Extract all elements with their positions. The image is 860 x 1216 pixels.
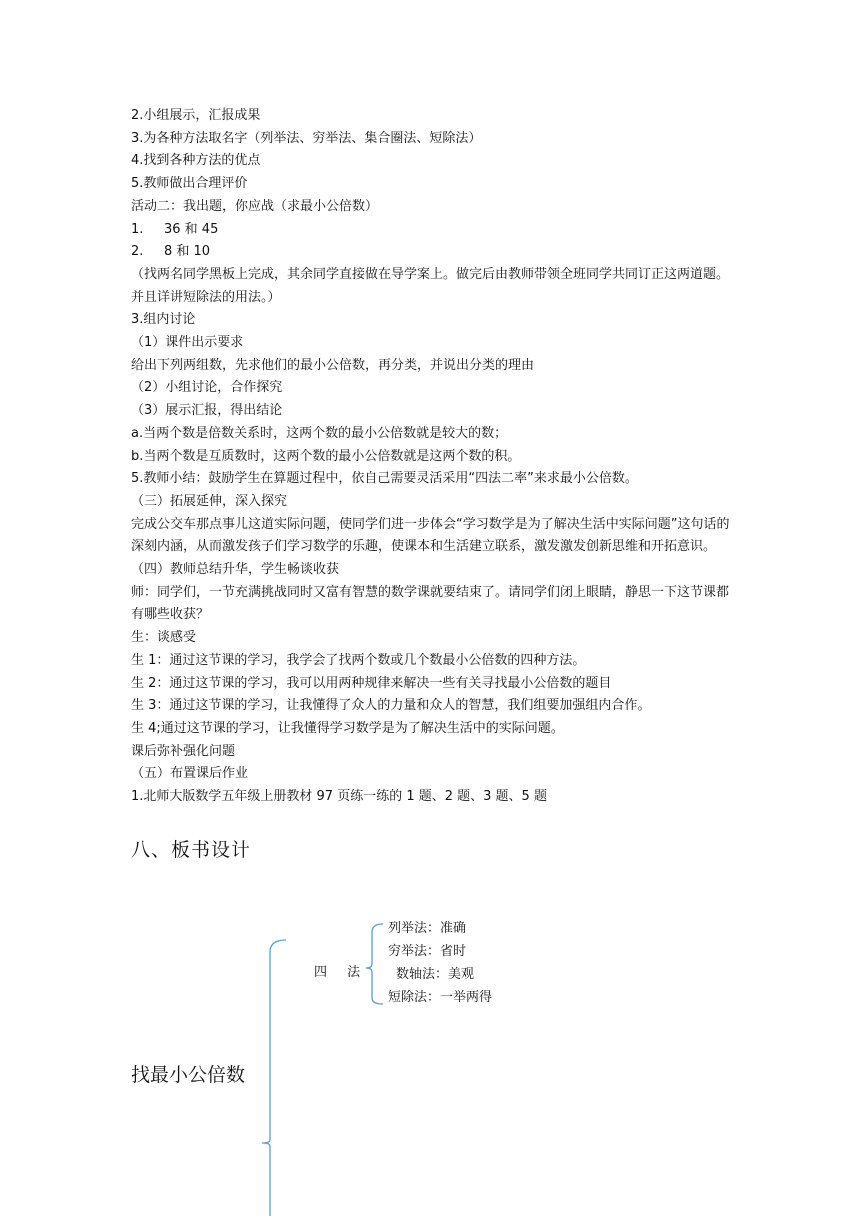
- paragraph-teacher: 师：同学们，一节充满挑战同时又富有智慧的数学课就要结束了。请同学们闭上眼睛，静思一下这节课都有哪些收获？: [131, 584, 730, 623]
- main-bracket: [262, 940, 286, 1216]
- text-line: （2）小组讨论，合作探究: [131, 380, 283, 396]
- text-line: 生 2：通过这节课的学习，我可以用两种规律来解决一些有关寻找最小公倍数的题目: [131, 675, 612, 691]
- list-number: 2.: [131, 244, 144, 260]
- section-heading: 八、板书设计: [131, 839, 252, 861]
- paragraph-note: （找两名同学黑板上完成，其余同学直接做在导学案上。做完后由教师带领全班同学共同订正这两道题。并且详讲短除法的用法。）: [131, 266, 730, 305]
- list-text: 36 和 45: [164, 221, 219, 237]
- list-text: 8 和 10: [164, 244, 211, 260]
- method-item: 数轴法：美观: [396, 967, 475, 982]
- text-line: （1）课件出示要求: [131, 335, 244, 351]
- text-line: 生 1：通过这节课的学习，我学会了找两个数或几个数最小公倍数的四种方法。: [131, 652, 586, 668]
- text-line: 5.教师做出合理评价: [131, 176, 248, 192]
- text-line: b.当两个数是互质数时，这两个数的最小公倍数就是这两个数的积。: [131, 448, 521, 464]
- list-number: 1.: [131, 221, 144, 237]
- text-line: 5.教师小结：鼓励学生在算题过程中，依自己需要灵活采用“四法二率”来求最小公倍数。: [131, 471, 638, 487]
- text-line: 4.找到各种方法的优点: [131, 153, 261, 169]
- method-item: 穷举法：省时: [388, 944, 467, 959]
- text-line: 课后弥补强化问题: [131, 743, 236, 759]
- text-line: 1.北师大版数学五年级上册教材 97 页练一练的 1 题、2 题、3 题、5 题: [131, 789, 547, 805]
- text-line: 3.组内讨论: [131, 312, 196, 328]
- text-line: 生：谈感受: [131, 630, 197, 646]
- text-line: （四）教师总结升华，学生畅谈收获: [131, 562, 340, 578]
- group-label: 四 法: [314, 965, 369, 980]
- board-title: 找最小公倍数: [131, 1064, 246, 1086]
- text-line: a.当两个数是倍数关系时，这两个数的最小公倍数就是较大的数；: [131, 425, 508, 441]
- methods-bracket: [366, 924, 383, 1004]
- text-line: （3）展示汇报，得出结论: [131, 403, 283, 419]
- text-line: 生 3：通过这节课的学习，让我懂得了众人的力量和众人的智慧，我们组要加强组内合作。: [131, 698, 651, 714]
- text-line: （三）拓展延伸，深入探究: [131, 493, 288, 509]
- method-item: 列举法：准确: [388, 921, 467, 936]
- text-line: 2.小组展示，汇报成果: [131, 108, 261, 123]
- text-line: 3.为各种方法取名字（列举法、穷举法、集合圈法、短除法）: [131, 130, 482, 146]
- text-line: （五）布置课后作业: [131, 766, 249, 782]
- text-line: 活动二：我出题，你应战（求最小公倍数）: [131, 198, 379, 214]
- method-item: 短除法：一举两得: [388, 990, 493, 1005]
- paragraph-bus: 完成公交车那点事儿这道实际问题，使同学们进一步体会“学习数学是为了解决生活中实际问题”这句话的深刻内涵，从而激发孩子们学习数学的乐趣，使课本和生活建立联系，激发激发创新思维和开拓意识。: [131, 516, 730, 555]
- text-line: 给出下列两组数，先求他们的最小公倍数，再分类，并说出分类的理由: [131, 357, 535, 373]
- text-line: 生 4;通过这节课的学习，让我懂得学习数学是为了解决生活中的实际问题。: [131, 720, 564, 736]
